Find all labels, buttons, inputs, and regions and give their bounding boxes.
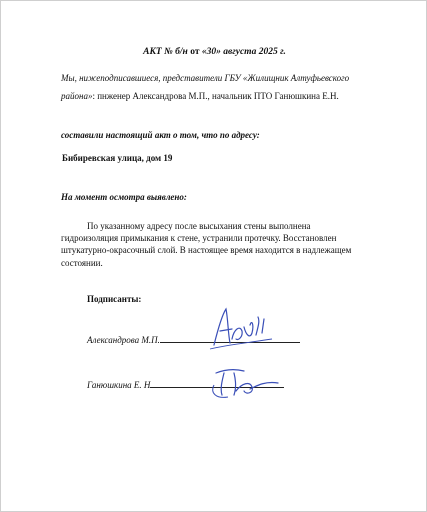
signer-2-name: Ганюшкина Е. Н	[87, 380, 151, 390]
signers-heading: Подписанты:	[87, 294, 142, 304]
act-number: АКТ № б/н	[143, 47, 188, 57]
intro-line-1: Мы, нижеподписавшиеся, представители ГБУ «Жилищник Алтуфьевского	[61, 73, 350, 83]
act-from: от	[190, 47, 200, 57]
signature-2-image	[206, 361, 286, 403]
signer-1-name: Александрова М.П.	[87, 335, 160, 345]
findings-line: гидроизоляция примыкания к стене, устранили протечку. Восстановлен	[61, 233, 337, 244]
signature-1-image	[206, 299, 278, 355]
intro-line-2	[61, 91, 339, 101]
address: Бибиревская улица, дом 19	[62, 153, 173, 163]
intro-line-2-rest: : пнженер Александрова М.П., начальник ПТО Ганюшкина Е.Н.	[92, 91, 339, 101]
intro-line-2-italic: района»	[61, 91, 93, 101]
findings-line: штукатурно-окрасочный слой. В настоящее время находится в надлежащем	[61, 245, 352, 256]
statement-heading: составили настоящий акт о том, что по адресу:	[61, 130, 260, 140]
act-date: «30» августа 2025 г.	[201, 47, 286, 57]
findings-line: состоянии.	[61, 257, 103, 268]
findings-heading: На момент осмотра выявлено:	[61, 192, 187, 202]
act-title	[1, 47, 427, 57]
findings-text	[61, 220, 401, 269]
findings-line: По указанному адресу после высыхания стены выполнена	[87, 221, 311, 231]
